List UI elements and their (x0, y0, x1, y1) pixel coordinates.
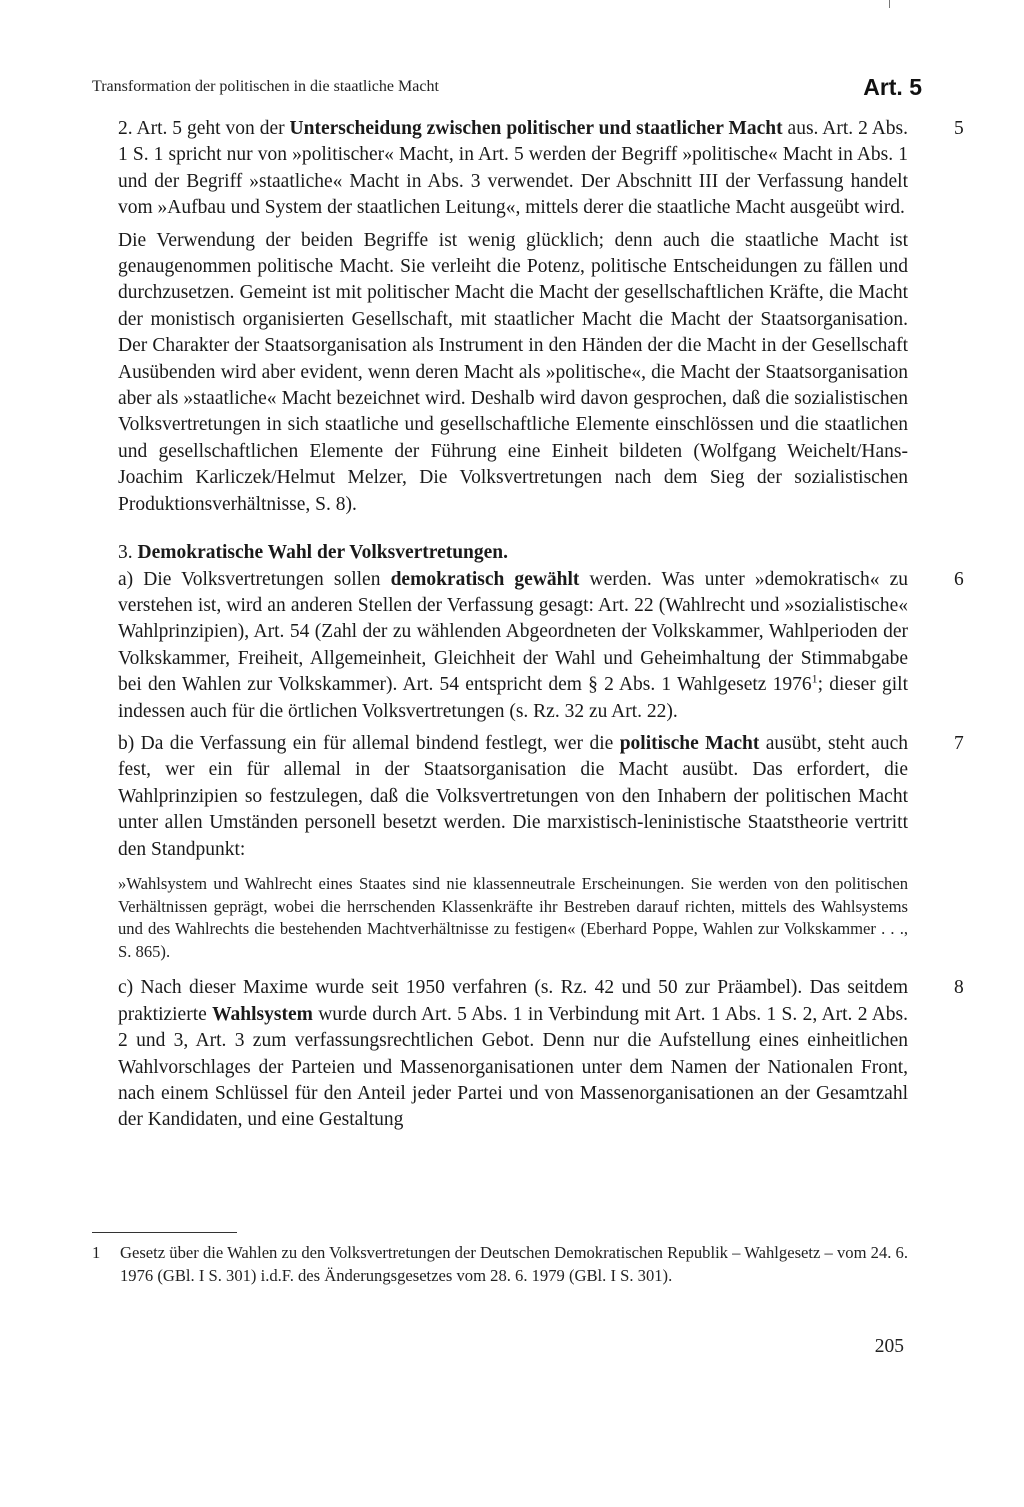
text-run: a) Die Volksvertretungen sollen (118, 568, 391, 590)
footnote (92, 1242, 908, 1287)
page-number: 205 (874, 1336, 904, 1357)
footnote-reference: 1 (811, 671, 818, 686)
bold-term: demokratisch gewählt (390, 568, 580, 590)
text-run: wurde durch Art. 5 Abs. 1 in Verbindung mit Art. 1 Abs. 1 S. 2, Art. 2 Abs. 2 und 3, Art. 3 zum verfassungsrechtlichen Gebot. Denn nur die Aufstellung eines einheitlichen Wahlvorschlages der Parteien und Massenorganisationen unter dem Namen der Nationalen Front, nach einem Schlüssel für den Anteil jeder Partei und von Massenorganisationen an der Gesamtzahl der Kandidaten, und eine Gestaltung (118, 1003, 908, 1131)
text-run: ; dieser gilt indessen auch für die örtlichen Volksvertretungen (s. Rz. 32 zu Art. 22). (118, 674, 909, 722)
paragraph-rz5 (118, 116, 964, 222)
footnote-number: 1 (92, 1243, 101, 1262)
heading-text: Demokratische Wahl der Volksvertretungen. (137, 542, 509, 564)
section-heading (118, 540, 908, 566)
running-header-title: Transformation der politischen in die staatliche Macht (92, 78, 439, 95)
quote-text: »Wahlsystem und Wahlrecht eines Staates sind nie klassenneutrale Erscheinungen. Sie werden von den politischen Verhältnissen geprägt, wobei die herrschenden Klassenkräfte ihr Bestreben darauf richten, mittels des Wahlsystems und des Wahlrechts die bestehenden Machtverhältnisse zu festigen« (Eberhard Poppe, Wahlen zur Volkskammer . . ., S. 865). (118, 873, 908, 961)
margin-number: 8 (954, 977, 964, 999)
bold-term: Unterscheidung zwischen politischer und staatlicher Macht (289, 118, 783, 139)
text-run: b) Da die Verfassung ein für allemal bindend festlegt, wer die (118, 732, 620, 754)
paragraph-continuation (118, 228, 908, 518)
text-run: 2. Art. 5 geht von der (118, 118, 290, 139)
text-run: c) Nach dieser Maxime wurde seit 1950 verfahren (s. Rz. 42 und 50 zur Präambel). Das seitdem praktizierte (118, 977, 908, 1025)
paragraph-rz6 (118, 567, 964, 725)
bold-term: politische Macht (619, 732, 760, 754)
text-run: ausübt, steht auch fest, wer ein für allemal in der Staatsorganisation die Macht ausübt. Das erfordert, die Wahlprinzipien so festzulegen, daß die Volksvertretungen von den Inhabern der politischen Macht unter allen Umständen personell besetzt werden. Die marxistisch-leninistische Staatstheorie vertritt den Standpunkt: (118, 732, 908, 860)
paragraph-rz8 (118, 975, 964, 1133)
text-run: Die Verwendung der beiden Begriffe ist wenig glücklich; denn auch die staatliche Macht ist genaugenommen politische Macht. Sie verleiht die Potenz, politische Entscheidungen zu fällen und durchzusetzen. Gemeint ist mit politischer Macht die Macht der gesellschaftlichen Kräfte, die Macht der monistisch organisierten Gesellschaft, mit staatlicher Macht die Macht der Staatsorganisation. Der Charakter der Staatsorganisation als Instrument in den Händen der die Macht in der Gesellschaft Ausübenden wird aber evident, wenn deren Macht als »politische«, die Macht der Staatsorganisation aber als »staatliche« Macht bezeichnet wird. Deshalb wird davon gesprochen, daß die sozialistischen Volksvertretungen in sich staatliche und gesellschaftliche Elemente einschlössen und die staatlichen und gesellschaftlichen Elemente der Führung eine Einheit bildeten (Wolfgang Weichelt/Hans-Joachim Karliczek/Helmut Melzer, Die Volksvertretungen nach dem Sieg der sozialistischen Produktionsverhältnisse, S. 8). (118, 229, 908, 515)
block-quote (118, 873, 908, 963)
margin-number: 5 (954, 118, 964, 139)
footnote-text: Gesetz über die Wahlen zu den Volksvertretungen der Deutschen Demokratischen Republik – Wahlgesetz – vom 24. 6. 1976 (GBl. I S. 301) i.d.F. des Änderungsgesetzes vom 28. 6. 1979 (GBl. I S. 301). (120, 1243, 908, 1285)
paragraph-rz7 (118, 731, 964, 863)
text-run: werden. Was unter »demokratisch« zu verstehen ist, wird an anderen Stellen der Verfassung gesagt: Art. 22 (Wahlrecht und »sozialistische« Wahlprinzipien), Art. 54 (Zahl der zu wählenden Abgeordneten der Volkskammer, Wahlperioden der Volkskammer, Freiheit, Allgemeinheit, Gleichheit der Wahl und Geheimhaltung der Stimmabgabe bei den Wahlen zur Volkskammer). Art. 54 entspricht dem § 2 Abs. 1 Wahlgesetz 1976 (118, 568, 908, 696)
article-label: Art. 5 (863, 74, 922, 100)
bold-term: Wahlsystem (212, 1003, 313, 1025)
corner-mark (889, 0, 890, 8)
running-header (92, 74, 922, 104)
heading-number: 3. (118, 542, 138, 564)
margin-number: 6 (954, 568, 964, 590)
text-run: aus. Art. 2 Abs. 1 S. 1 spricht nur von »politischer« Macht, in Art. 5 werden der Begriff »politische« Macht in Abs. 1 und der Begriff »staatliche« Macht in Abs. 3 verwendet. Der Abschnitt III der Verfassung handelt vom »Aufbau und System der staatlichen Leitung«, mittels derer die staatliche Macht ausgeübt wird. (118, 118, 908, 219)
margin-number: 7 (954, 732, 964, 754)
body-text (118, 116, 964, 1134)
footnote-divider (92, 1232, 237, 1233)
